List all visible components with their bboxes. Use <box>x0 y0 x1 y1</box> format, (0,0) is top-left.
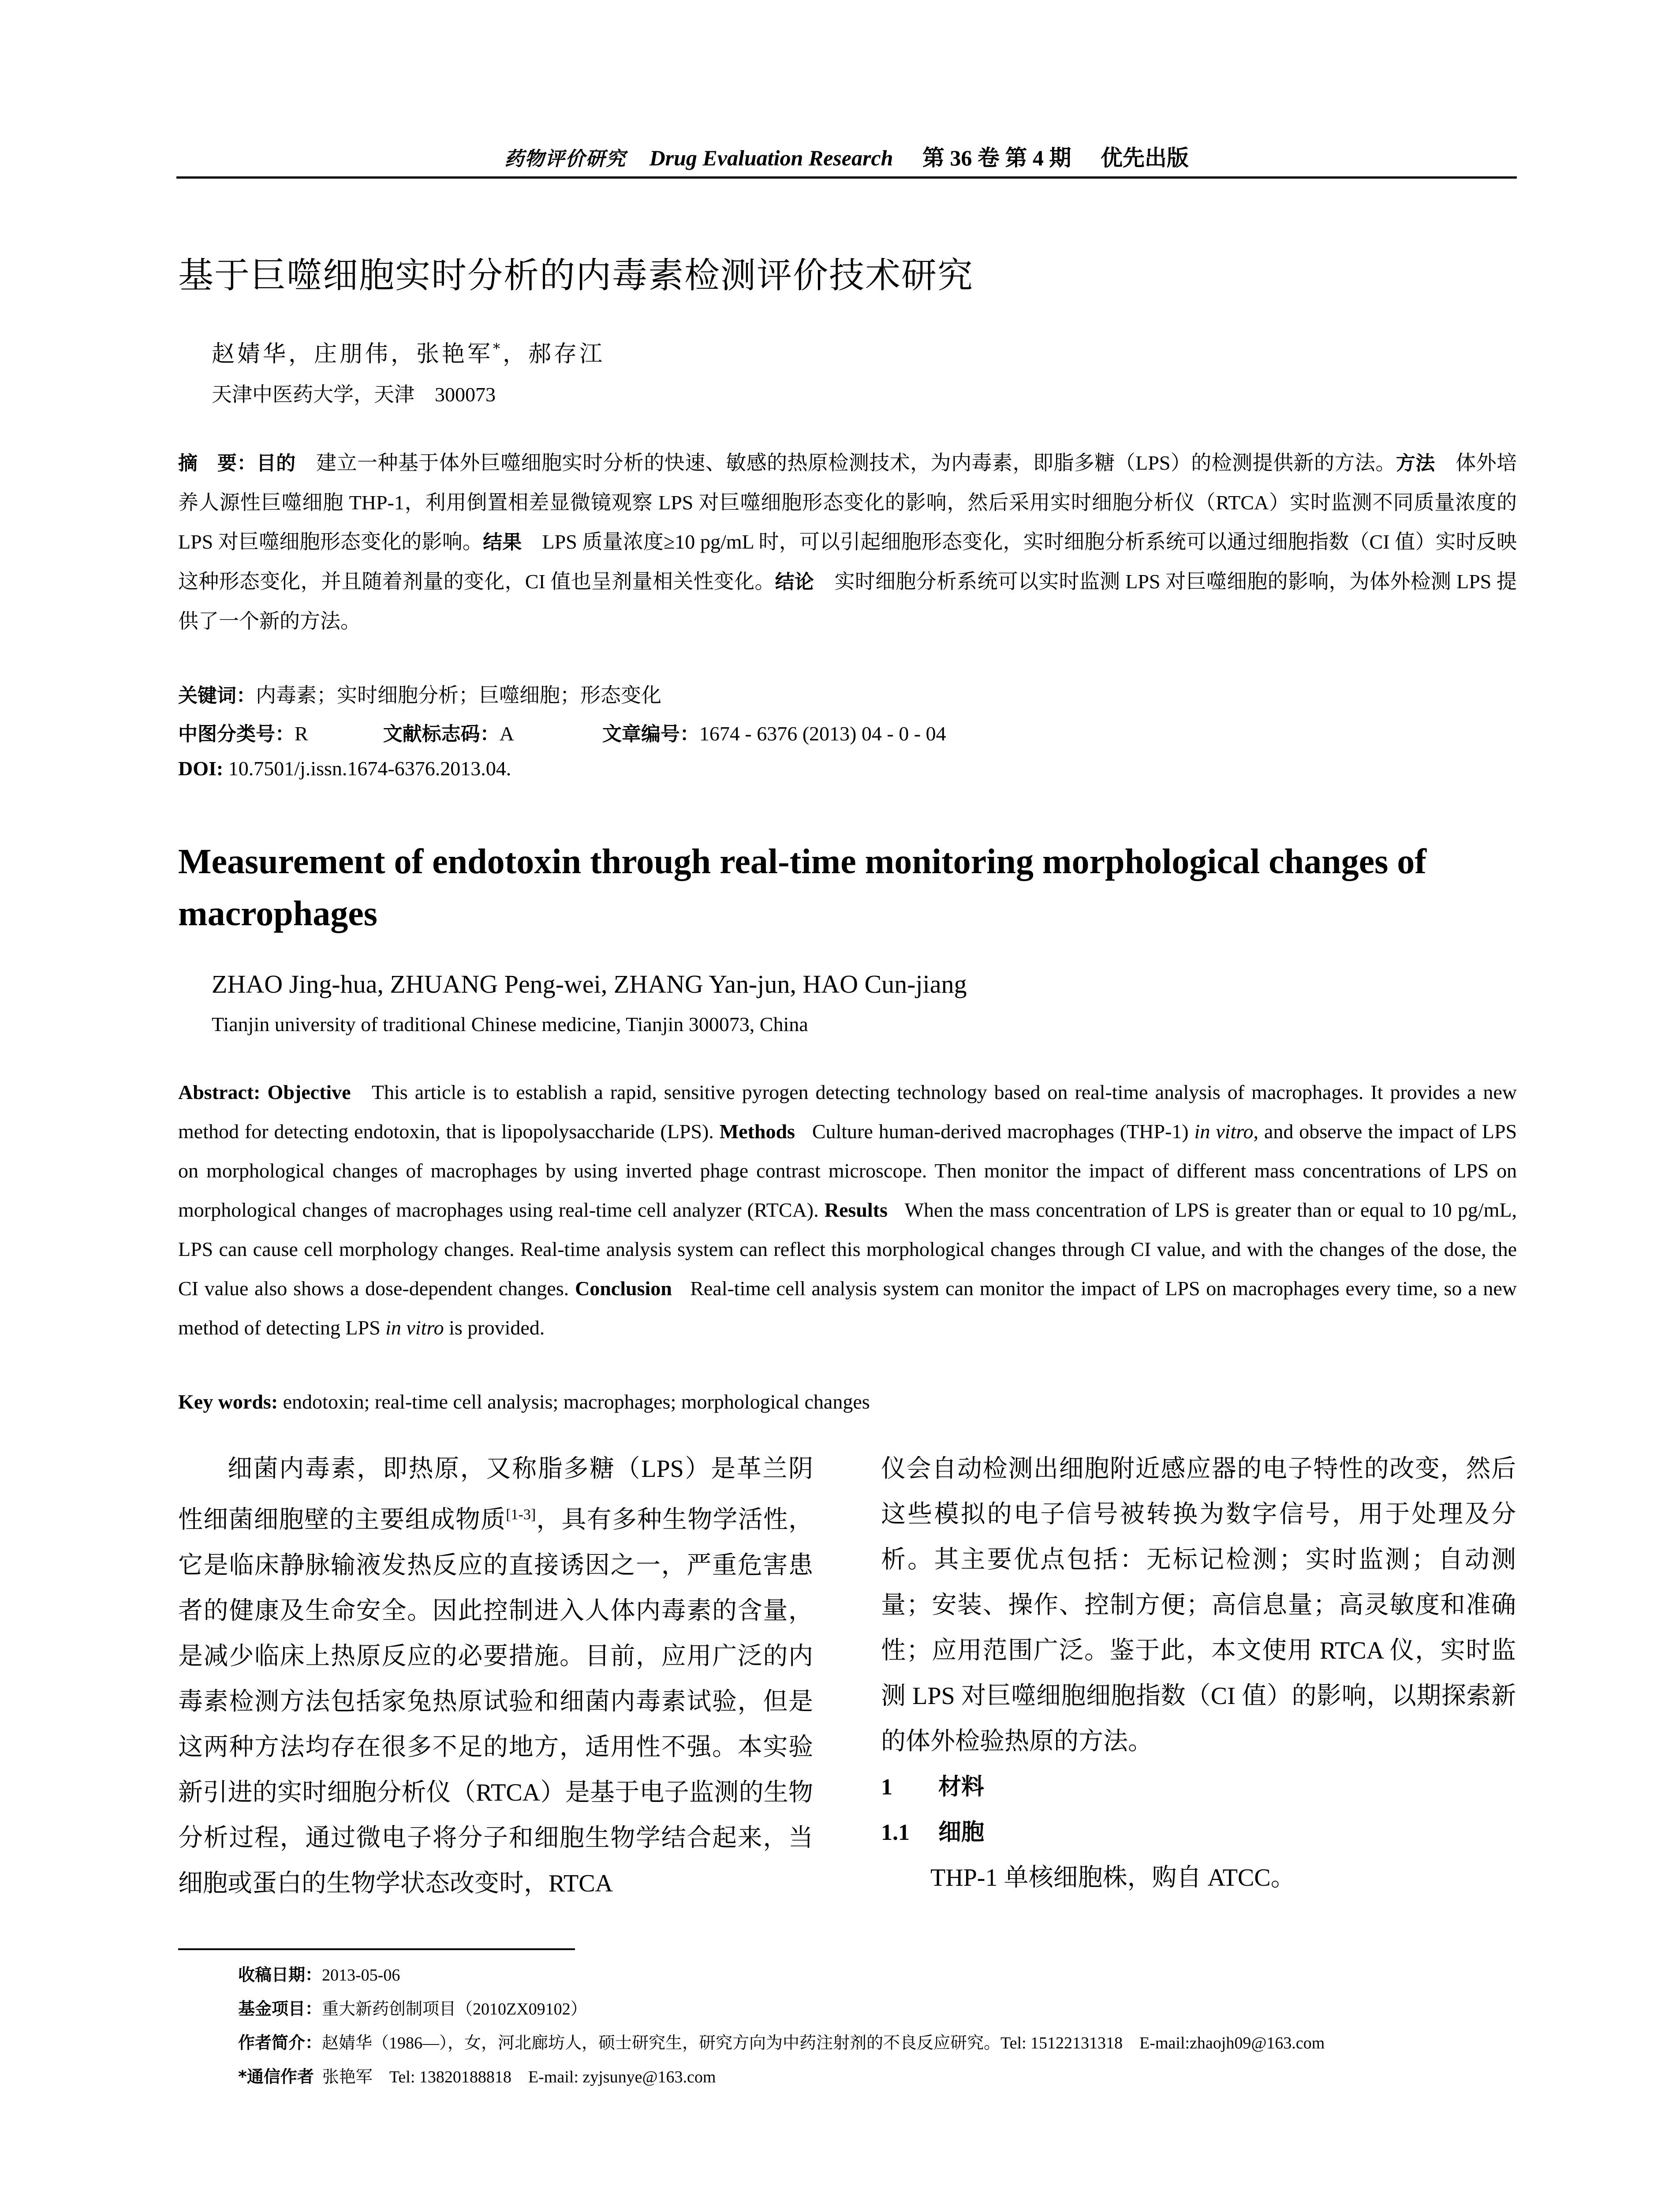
authors-cn <box>212 335 605 368</box>
clc-label: 中图分类号： <box>178 723 295 745</box>
keywords-en-label: Key words: <box>178 1390 278 1413</box>
doi-label: DOI: <box>178 757 224 780</box>
header-rule <box>176 176 1517 179</box>
abstract-cn-label: 摘 要： <box>178 452 257 475</box>
footnote-rule <box>178 1948 575 1950</box>
journal-name-cn: 药物评价研究 <box>504 148 627 170</box>
footnote-text: 2013-05-06 <box>322 1966 400 1984</box>
authors-cn-main: 赵婧华，庄朋伟，张艳军 <box>212 341 493 367</box>
keywords-cn <box>178 679 661 708</box>
section-heading-1 <box>881 1764 1516 1810</box>
doc-code-value: A <box>499 722 514 745</box>
doi-value: 10.7501/j.issn.1674-6376.2013.04. <box>228 757 511 780</box>
corresponding-mark: * <box>493 340 503 357</box>
journal-name-en: Drug Evaluation Research <box>649 146 893 170</box>
footnote-corresponding <box>238 2060 1526 2094</box>
methods-cn-text: 体外培养人源性巨噬细胞 THP-1，利用倒置相差显微镜观察 LPS 对巨噬细胞形态变化的影响，然后采用实时细胞分析仪（RTCA）实时监测不同质量浓度的 LPS 对巨噬细胞形态变化的影响。 <box>178 452 1517 553</box>
footnote-label: 收稿日期： <box>238 1965 322 1984</box>
running-header <box>176 140 1517 172</box>
footnote-label: 基金项目： <box>238 1999 322 2018</box>
results-en-label: Results <box>824 1199 888 1221</box>
body-text: ，具有多种生物学活性，它是临床静脉输液发热反应的直接诱因之一，严重危害患者的健康及生命安全。因此控制进入人体内毒素的含量，是减少临床上热原反应的必要措施。目前，应用广泛的内毒素检测方法包括家兔热原试验和细菌内毒素试验，但是这两种方法均存在很多不足的地方，适用性不强。本实验新引进的实时细胞分析仪（RTCA）是基于电子监测的生物分析过程，通过微电子将分子和细胞生物学结合起来，当细胞或蛋白的生物学状态改变时，RTCA <box>178 1506 814 1897</box>
affiliation-en: Tianjin university of traditional Chinese medicine, Tianjin 300073, China <box>212 1013 808 1035</box>
results-cn-label: 结果 <box>483 531 522 553</box>
keywords-cn-label: 关键词： <box>178 684 256 707</box>
results-en-text: When the mass concentration of LPS is greater than or equal to 10 pg/mL, LPS can cause cell morphology changes. Real-time analysis system can reflect this morphological changes through CI value, and with the changes of the dose, the CI value also shows a dose-dependent changes. <box>178 1199 1517 1300</box>
conclusion-en-label: Conclusion <box>575 1277 672 1300</box>
title-cn: 基于巨噬细胞实时分析的内毒素检测评价技术研究 <box>178 255 974 296</box>
results-cn-text: LPS 质量浓度≥10 pg/mL 时，可以引起细胞形态变化，实时细胞分析系统可以通过细胞指数（CI 值）实时反映这种形态变化，并且随着剂量的变化，CI 值也呈剂量相关性变化。 <box>178 531 1517 593</box>
footnote-author <box>238 2026 1526 2060</box>
objective-en-text: This article is to establish a rapid, sensitive pyrogen detecting technology based on real-time analysis of macrophages. It provides a new method for detecting endotoxin, that is lipopolysaccharide (LPS). <box>178 1081 1517 1143</box>
classification-line <box>178 718 946 746</box>
body-text: 细菌内毒素，即热原，又称脂多糖（LPS）是革兰阴性细菌细胞壁的主要组成物质 <box>178 1455 813 1534</box>
article-no-label: 文章编号： <box>602 723 699 745</box>
objective-cn-text: 建立一种基于体外巨噬细胞实时分析的快速、敏感的热原检测技术，为内毒素，即脂多糖（LPS）的检测提供新的方法。 <box>316 452 1396 474</box>
methods-en-label: Methods <box>719 1120 795 1143</box>
section-number: 1.1 <box>881 1820 910 1845</box>
citation-ref: [1-3] <box>506 1506 536 1523</box>
methods-en-italic: in vitro <box>1194 1120 1254 1143</box>
keywords-cn-value: 内毒素；实时细胞分析；巨噬细胞；形态变化 <box>256 684 661 706</box>
objective-en-label: Objective <box>267 1081 351 1103</box>
footnote-text: 赵婧华（1986—），女，河北廊坊人，硕士研究生，研究方向为中药注射剂的不良反应研究。Tel: 15122131318 E-mail:zhaojh09@163.com <box>322 2034 1325 2052</box>
doi-line <box>178 757 511 780</box>
volume-issue: 第 36 卷 第 4 期 <box>922 146 1071 170</box>
footnote-fund <box>238 1992 1526 2026</box>
conclusion-en-text-a: Real-time cell analysis system can monitor the impact of LPS on macrophages every time, so a new method of detecting LPS <box>178 1277 1517 1339</box>
footnote-received <box>238 1958 1526 1992</box>
keywords-en-value: endotoxin; real-time cell analysis; macrophages; morphological changes <box>283 1390 870 1413</box>
abstract-cn <box>178 443 1517 641</box>
publication-status: 优先出版 <box>1100 146 1189 170</box>
methods-en-text-b: , and observe the impact of LPS on morphological changes of macrophages by using inverted phage contrast microscope. Then monitor the impact of different mass concentrations of LPS on morphological changes of macrophages using real-time cell analyzer (RTCA). <box>178 1120 1517 1221</box>
conclusion-en-italic: in vitro <box>385 1316 444 1339</box>
footnote-label: 作者简介： <box>238 2033 322 2052</box>
abstract-en-label: Abstract: <box>178 1081 261 1103</box>
title-en: Measurement of endotoxin through real-time monitoring morphological changes of macrophages <box>178 842 1426 933</box>
authors-en: ZHAO Jing-hua, ZHUANG Peng-wei, ZHANG Yan-jun, HAO Cun-jiang <box>212 970 967 998</box>
body-column-left <box>178 1446 813 1906</box>
conclusion-cn-text: 实时细胞分析系统可以实时监测 LPS 对巨噬细胞的影响，为体外检测 LPS 提供了一个新的方法。 <box>178 570 1517 632</box>
body-paragraph <box>178 1446 813 1906</box>
conclusion-cn-label: 结论 <box>775 571 814 593</box>
methods-cn-label: 方法 <box>1396 452 1435 475</box>
conclusion-en-text-b: is provided. <box>449 1316 545 1339</box>
abstract-en <box>178 1073 1517 1347</box>
section-number: 1 <box>881 1775 892 1800</box>
clc-value: R <box>295 722 308 745</box>
section-heading-1-1 <box>881 1810 1516 1855</box>
body-paragraph: 仪会自动检测出细胞附近感应器的电子特性的改变，然后这些模拟的电子信号被转换为数字信号，用于处理及分析。其主要优点包括：无标记检测；实时监测；自动测量；安装、操作、控制方便；高信息量；高灵敏度和准确性；应用范围广泛。鉴于此，本文使用 RTCA 仪，实时监测 LPS 对巨噬细胞细胞指数（CI 值）的影响，以期探索新的体外检验热原的方法。 <box>881 1455 1516 1755</box>
footnote-text: 张艳军 Tel: 13820188818 E-mail: zyjsunye@163.com <box>314 2068 716 2086</box>
section-title: 细胞 <box>938 1819 985 1846</box>
doc-code-label: 文献标志码： <box>383 723 500 745</box>
methods-en-text-a: Culture human-derived macrophages (THP-1) <box>812 1120 1189 1143</box>
footnote-text: 重大新药创制项目（2010ZX09102） <box>322 2000 587 2018</box>
authors-cn-last: ，郝存江 <box>503 341 605 367</box>
body-paragraph: THP-1 单核细胞株，购自 ATCC。 <box>930 1864 1295 1891</box>
objective-cn-label: 目的 <box>256 452 296 475</box>
affiliation-cn: 天津中医药大学，天津 300073 <box>212 383 496 406</box>
section-title: 材料 <box>938 1774 985 1800</box>
footnote-label: *通信作者 <box>238 2067 314 2086</box>
keywords-en <box>178 1390 870 1413</box>
body-column-right <box>881 1446 1516 1901</box>
article-no-value: 1674 - 6376 (2013) 04 - 0 - 04 <box>699 722 946 745</box>
footnotes <box>238 1958 1526 2094</box>
